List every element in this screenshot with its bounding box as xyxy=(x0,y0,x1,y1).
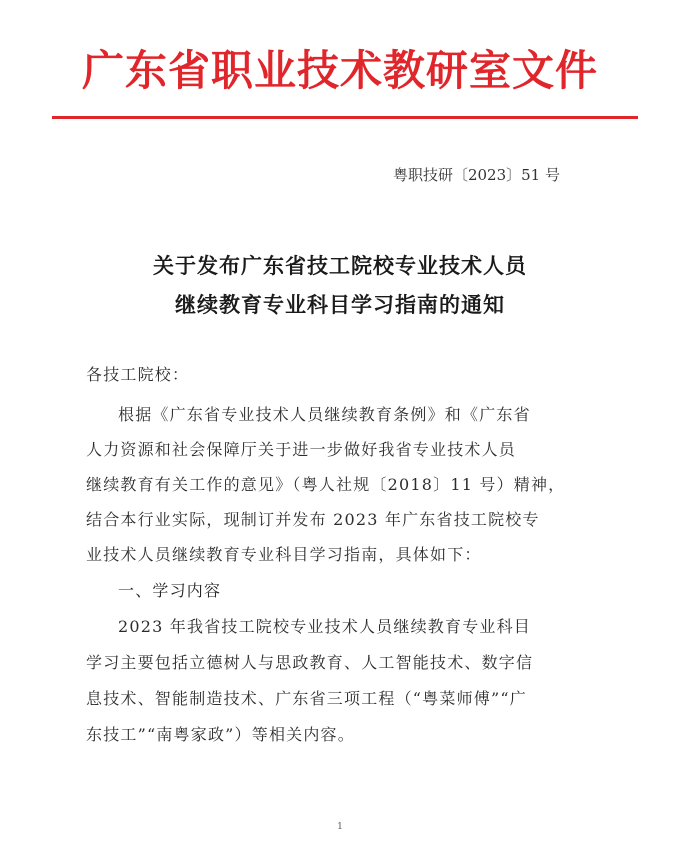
paragraph-1-line: 业技术人员继续教育专业科目学习指南，具体如下： xyxy=(86,545,482,564)
paragraph-2-line: 息技术、智能制造技术、广东省三项工程（“粤菜师傅”“广 xyxy=(86,689,527,708)
paragraph-1-line: 继续教育有关工作的意见》（粤人社规〔2018〕11 号）精神， xyxy=(86,475,566,494)
section-heading-learning-content: 一、学习内容 xyxy=(118,581,222,600)
paragraph-2-line: 东技工”“南粤家政”）等相关内容。 xyxy=(86,725,355,744)
paragraph-1-line: 结合本行业实际，现制订并发布 2023 年广东省技工院校专 xyxy=(86,510,540,529)
page-number: 1 xyxy=(337,822,343,832)
issuer-title: 广东省职业技术教研室文件 xyxy=(81,46,598,95)
document-number: 粤职技研〔2023〕51 号 xyxy=(392,166,560,184)
paragraph-2-line: 学习主要包括立德树人与思政教育、人工智能技术、数字信 xyxy=(86,653,534,672)
salutation: 各技工院校： xyxy=(86,365,190,384)
paragraph-1-line: 人力资源和社会保障厅关于进一步做好我省专业技术人员 xyxy=(86,440,517,459)
notice-title-line-1: 关于发布广东省技工院校专业技术人员 xyxy=(153,254,527,278)
paragraph-2-line: 2023 年我省技工院校专业技术人员继续教育专业科目 xyxy=(118,617,532,636)
red-divider xyxy=(52,116,638,119)
notice-title-line-2: 继续教育专业科目学习指南的通知 xyxy=(175,293,505,317)
paragraph-1-line: 根据《广东省专业技术人员继续教育条例》和《广东省 xyxy=(118,405,531,424)
